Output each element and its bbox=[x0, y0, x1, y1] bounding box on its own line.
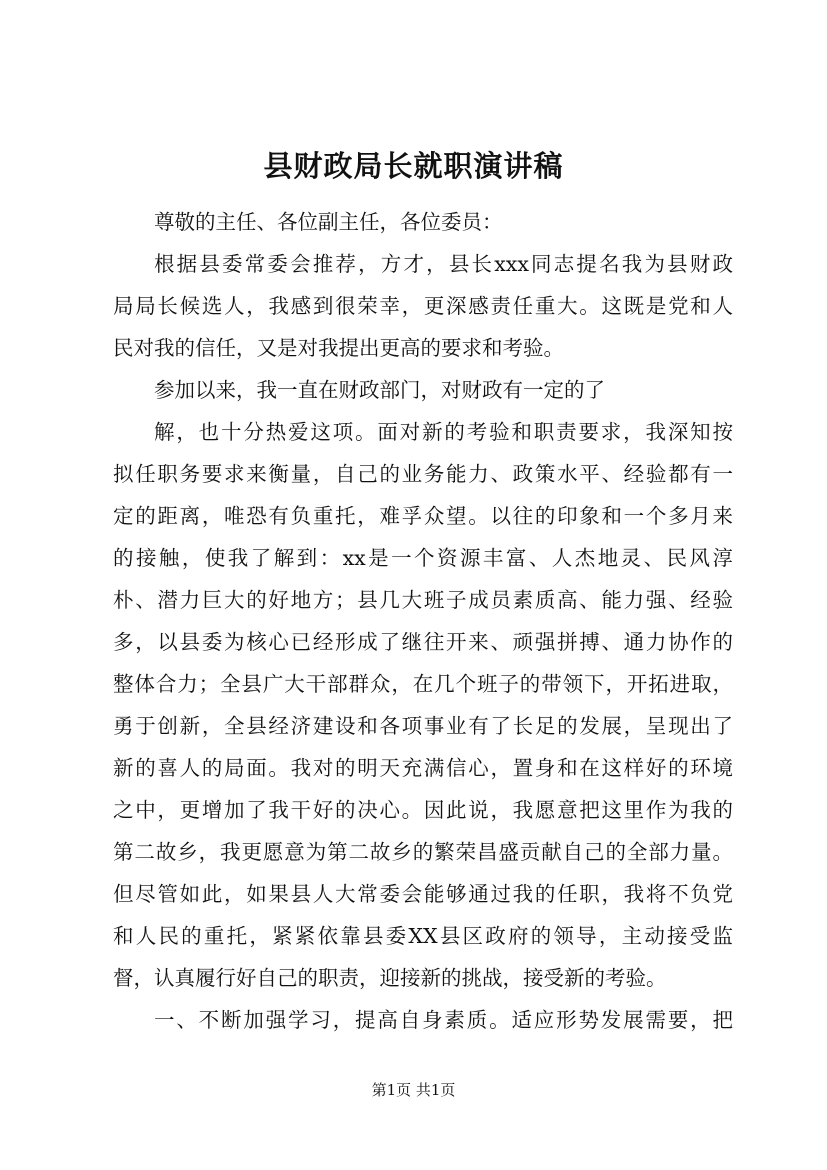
body-line: 定的距离，唯恐有负重托，难孚众望。以往的印象和一个多月来 bbox=[113, 504, 733, 528]
body-line: 民对我的信任，又是对我提出更高的要求和考验。 bbox=[113, 336, 564, 360]
body-line: 的接触，使我了解到：xx是一个资源丰富、人杰地灵、民风淳 bbox=[113, 546, 733, 570]
body-line: 尊敬的主任、各位副主任，各位委员： bbox=[154, 210, 503, 234]
body-line: 参加以来，我一直在财政部门，对财政有一定的了 bbox=[154, 378, 605, 402]
body-line: 督，认真履行好自己的职责，迎接新的挑战，接受新的考验。 bbox=[113, 966, 667, 990]
body-line: 新的喜人的局面。我对的明天充满信心，置身和在这样好的环境 bbox=[113, 756, 733, 780]
body-line: 多，以县委为核心已经形成了继往开来、顽强拼搏、通力协作的 bbox=[113, 630, 733, 654]
body-line: 勇于创新，全县经济建设和各项事业有了长足的发展，呈现出了 bbox=[113, 714, 733, 738]
body-line: 一、不断加强学习，提高自身素质。适应形势发展需要，把 bbox=[154, 1008, 733, 1032]
page-footer: 第1页 共1页 bbox=[371, 1081, 456, 1099]
body-line: 拟任职务要求来衡量，自己的业务能力、政策水平、经验都有一 bbox=[113, 462, 733, 486]
body-line: 但尽管如此，如果县人大常委会能够通过我的任职，我将不负党 bbox=[113, 882, 733, 906]
body-line: 局局长候选人，我感到很荣幸，更深感责任重大。这既是党和人 bbox=[113, 294, 733, 318]
body-line: 整体合力；全县广大干部群众，在几个班子的带领下，开拓进取， bbox=[113, 672, 733, 696]
body-line: 根据县委常委会推荐，方才，县长xxx同志提名我为县财政 bbox=[154, 252, 733, 276]
body-line: 解，也十分热爱这项。面对新的考验和职责要求，我深知按 bbox=[154, 420, 733, 444]
body-line: 第二故乡，我更愿意为第二故乡的繁荣昌盛贡献自己的全部力量。 bbox=[113, 840, 733, 864]
body-line: 朴、潜力巨大的好地方；县几大班子成员素质高、能力强、经验 bbox=[113, 588, 733, 612]
document-title: 县财政局长就职演讲稿 bbox=[263, 149, 564, 183]
body-line: 和人民的重托，紧紧依靠县委XX县区政府的领导，主动接受监 bbox=[113, 924, 733, 948]
body-line: 之中，更增加了我干好的决心。因此说，我愿意把这里作为我的 bbox=[113, 798, 733, 822]
